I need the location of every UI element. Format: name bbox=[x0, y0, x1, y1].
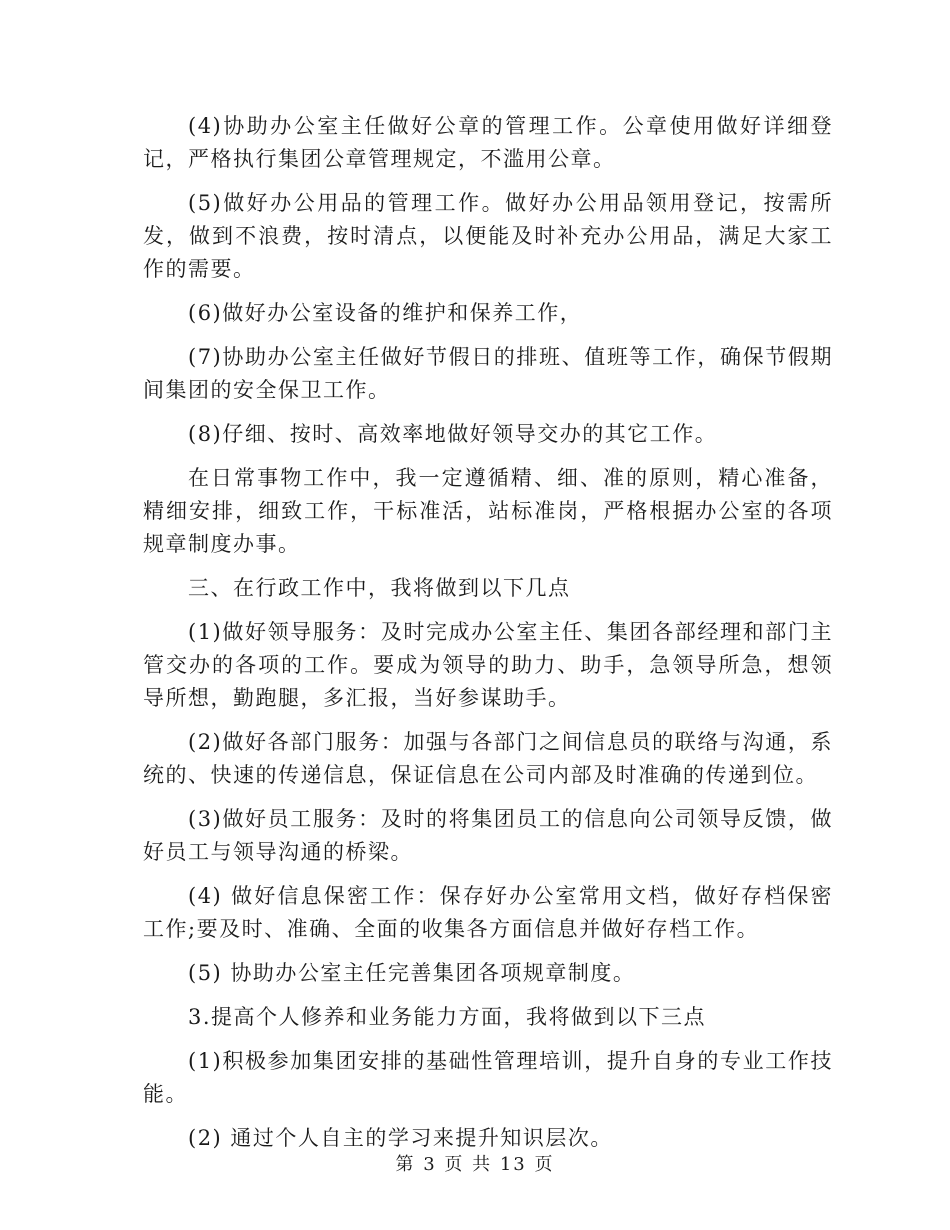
section-heading: 三、在行政工作中，我将做到以下几点 bbox=[188, 576, 571, 600]
paragraph: (2) 通过个人自主的学习来提升知识层次。 bbox=[188, 1126, 613, 1150]
paragraph: (6)做好办公室设备的维护和保养工作， bbox=[188, 301, 583, 325]
paragraph: (4) 做好信息保密工作：保存好办公室常用文档，做好存档保密工作;要及时、准确、全面的收集各方面信息并做好存档工作。 bbox=[143, 884, 833, 941]
paragraph: (3)做好员工服务：及时的将集团员工的信息向公司领导反馈，做好员工与领导沟通的桥梁。 bbox=[143, 807, 833, 864]
document-body bbox=[143, 110, 833, 1166]
paragraph: (5)做好办公用品的管理工作。做好办公用品领用登记，按需所发，做到不浪费，按时清点，以便能及时补充办公用品，满足大家工作的需要。 bbox=[143, 191, 833, 281]
page-number: 第 3 页 共 13 页 bbox=[395, 1154, 555, 1175]
paragraph: (2)做好各部门服务：加强与各部门之间信息员的联络与沟通，系统的、快速的传递信息，保证信息在公司内部及时准确的传递到位。 bbox=[143, 730, 833, 787]
paragraph: (5) 协助办公室主任完善集团各项规章制度。 bbox=[188, 961, 636, 985]
section-heading: 3.提高个人修养和业务能力方面，我将做到以下三点 bbox=[188, 1005, 707, 1029]
paragraph: (8)仔细、按时、高效率地做好领导交办的其它工作。 bbox=[188, 422, 718, 446]
paragraph: (4)协助办公室主任做好公章的管理工作。公章使用做好详细登记，严格执行集团公章管理规定，不滥用公章。 bbox=[143, 114, 833, 171]
paragraph: 在日常事物工作中，我一定遵循精、细、准的原则，精心准备，精细安排，细致工作，干标准活，站标准岗，严格根据办公室的各项规章制度办事。 bbox=[143, 466, 833, 556]
paragraph: (7)协助办公室主任做好节假日的排班、值班等工作，确保节假期间集团的安全保卫工作。 bbox=[143, 345, 833, 402]
paragraph: (1)做好领导服务：及时完成办公室主任、集团各部经理和部门主管交办的各项的工作。要成为领导的助力、助手，急领导所急，想领导所想，勤跑腿，多汇报，当好参谋助手。 bbox=[143, 620, 833, 710]
paragraph: (1)积极参加集团安排的基础性管理培训，提升自身的专业工作技能。 bbox=[143, 1049, 833, 1106]
